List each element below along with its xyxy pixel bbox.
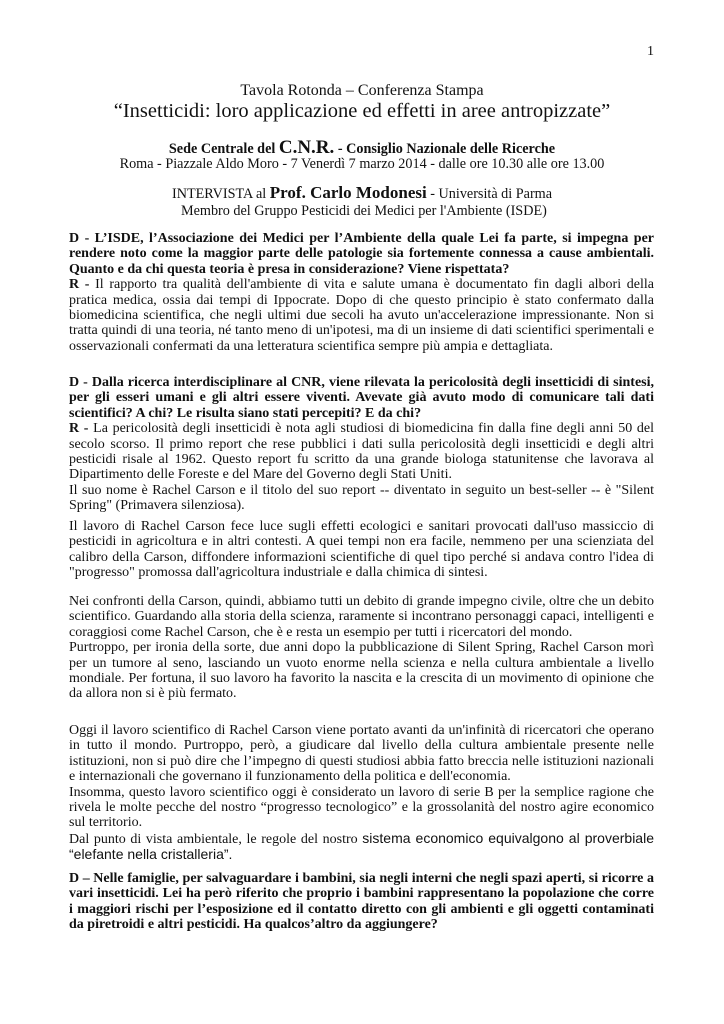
answer-2-continued: Il suo nome è Rachel Carson e il titolo del suo report -- diventato in seguito un best-seller -- è "Silent Spring" (Primavera silenziosa). bbox=[69, 482, 654, 514]
venue-cnr: C.N.R. bbox=[278, 137, 335, 158]
answer-1-label: R - bbox=[69, 277, 96, 293]
interviewee-name: Prof. Carlo Modonesi bbox=[269, 183, 427, 202]
question-3: D – Nelle famiglie, per salvaguardare i bambini, sia negli interni che negli spazi aperti, si ricorre a vari insetticidi. Lei ha però riferito che proprio i bambini rappresentano la popolazione che corre i maggiori rischi per l’esposizione ed il contatto diretto con gli ambienti e gli oggetti contaminati da piretroidi e altri pesticidi. Ha qualcos’altro da aggiungere? bbox=[69, 871, 654, 933]
interview-line bbox=[0, 184, 724, 203]
interview-suffix: - Università di Parma bbox=[426, 186, 553, 202]
paragraph-text: Oggi il lavoro scientifico di Rachel Carson viene portato avanti da un'infinità di ricercatori che operano in tutto il mondo. Purtroppo, però, a giudicare dal livello della cultura ambientale presente nelle istituzioni, non si può dire che l’impegno di questi studiosi abbia fatto breccia nelle istituzioni nazionali e internazionali che governano il funzionamento della politica e dell'economia. bbox=[69, 723, 654, 785]
interviewee-membership: Membro del Gruppo Pesticidi dei Medici per l'Ambiente (ISDE) bbox=[181, 203, 547, 219]
location-date: Roma - Piazzale Aldo Moro - 7 Venerdì 7 marzo 2014 - dalle ore 10.30 alle ore 13.00 bbox=[119, 156, 605, 172]
paragraph-text: Insomma, questo lavoro scientifico oggi è considerato un lavoro di serie B per la semplice ragione che rivela le molte pecche del nostro “progresso tecnologico” e la grossolanità del nostro agire economico sul territorio. bbox=[69, 784, 654, 831]
paragraph-text: Nei confronti della Carson, quindi, abbiamo tutti un debito di grande impegno civile, oltre che un debito scientifico. Guardando alla storia della scienza, raramente si incontrano personaggi capaci, intelligenti e coraggiosi come Rachel Carson, che è e resta un esempio per tutti i ricercatori del mondo. bbox=[69, 594, 654, 640]
venue-prefix: Sede Centrale del bbox=[168, 141, 279, 157]
question-1: D - L’ISDE, l’Associazione dei Medici per l’Ambiente della quale Lei fa parte, si impegna per rendere noto come la maggior parte delle patologie sia fortemente connessa a cause ambientali. Quanto e da chi questa teoria è presa in considerazione? Viene rispettata? bbox=[69, 231, 654, 277]
paragraph-text: Il lavoro di Rachel Carson fece luce sugli effetti ecologici e sanitari provocati dall'uso massiccio di pesticidi in agricoltura e in altri contesti. A quei tempi non era facile, nemmeno per una scienziata del calibro della Carson, diffondere informazioni scientifiche di quel tipo perché si andava contro l'idea di "progresso" promossa dall'agricoltura industriale e dalla chimica di sintesi. bbox=[69, 519, 654, 581]
paragraph-debt bbox=[69, 594, 654, 702]
answer-2 bbox=[69, 421, 654, 483]
event-title: Tavola Rotonda – Conferenza Stampa bbox=[240, 82, 484, 99]
interview-prefix: INTERVISTA al bbox=[171, 186, 270, 202]
answer-2-label: R - bbox=[69, 421, 94, 437]
venue-suffix: - Consiglio Nazionale delle Ricerche bbox=[334, 141, 556, 157]
paragraph-elephant bbox=[69, 831, 654, 864]
event-subtitle: “Insetticidi: loro applicazione ed effetti in aree antropizzate” bbox=[113, 100, 611, 122]
question-2: D - Dalla ricerca interdisciplinare al CNR, viene rilevata la pericolosità degli insetticidi di sintesi, per gli esseri umani e gli altri essere viventi. Avevate già avuto modo di comunicare tali dati scientifici? A chi? Le risulta siano stati percepiti? E da chi? bbox=[69, 375, 654, 421]
paragraph-text: Purtroppo, per ironia della sorte, due anni dopo la pubblicazione di Silent Spring, Rachel Carson morì per un tumore al seno, lasciando un vuoto enorme nella scienza e nella cultura ambientale a livello mondiale. Per fortuna, il suo lavoro ha favorito la nascita e la crescita di un movimento di opinione che da allora non si è più fermato. bbox=[69, 640, 654, 702]
question-3-block bbox=[69, 871, 654, 933]
answer-1-text: Il rapporto tra qualità dell'ambiente di vita e salute umana è documentato fin dagli albori della pratica medica, ossia dai tempi di Ippocrate. Dopo di che questo principio è stato confermato dalla biomedicina scientifica, che negli ultimi due secoli ha avuto un'accelerazione impressionante. Non si tratta quindi di una teoria, né tanto meno di un'ipotesi, ma di un insieme di dati scientifici sperimentali e osservazionali confermati da una letteratura scientifica sempre più ampia e dettagliata. bbox=[69, 277, 654, 354]
answer-2-text: La pericolosità degli insetticidi è nota agli studiosi di biomedicina fin dalla fine degli anni 50 del secolo scorso. Il primo report che rese pubblici i dati sulla pericolosità degli insetticidi e degli altri pesticidi risale al 1962. Questo report fu scritto da una grande biologa statunitense che lavorava al Dipartimento delle Foreste e del Mare del Governo degli Stati Uniti. bbox=[69, 421, 654, 483]
question-1-block bbox=[69, 231, 654, 354]
paragraph-carson-work bbox=[69, 519, 654, 581]
answer-1 bbox=[69, 277, 654, 354]
paragraph-elephant-start: Dal punto di vista ambientale, le regole del nostro bbox=[69, 831, 363, 847]
paragraph-today bbox=[69, 723, 654, 864]
question-2-block bbox=[69, 375, 654, 514]
paragraph-elephant-end: sistema economico equivalgono al proverbiale “elefante nella cristalleria”. bbox=[69, 829, 654, 863]
page-number: 1 bbox=[647, 44, 654, 59]
